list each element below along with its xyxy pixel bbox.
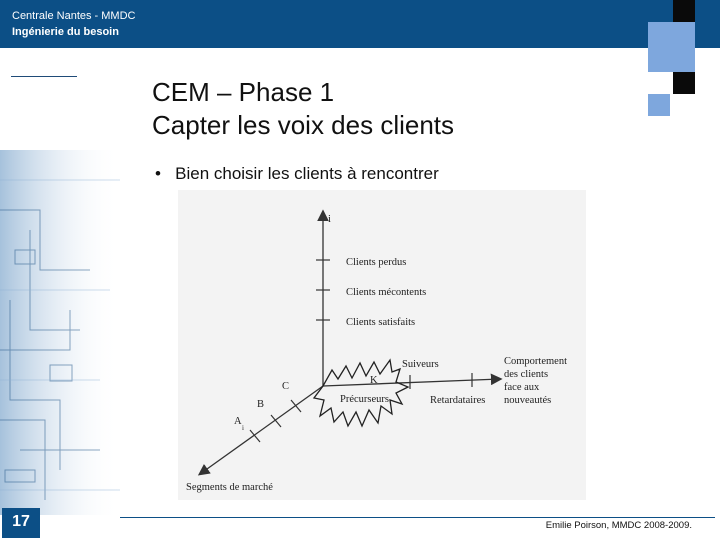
header-band	[0, 0, 695, 48]
header-corner-block	[695, 0, 720, 48]
slide-title-line-1: CEM – Phase 1	[152, 77, 335, 107]
header-subtitle: Ingénierie du besoin	[12, 26, 119, 38]
label-clients-mecontents: Clients mécontents	[346, 287, 427, 298]
bullet-text: Bien choisir les clients à rencontrer	[175, 164, 439, 183]
left-rule	[11, 76, 77, 77]
page-number: 17	[12, 513, 30, 530]
horizontal-axis-label-line-1: Comportement	[504, 356, 567, 367]
label-clients-satisfaits: Clients satisfaits	[346, 317, 416, 328]
bullet-point	[155, 164, 439, 184]
horizontal-axis-label-line-4: nouveautés	[504, 395, 552, 406]
side-circuit-decoration	[0, 150, 120, 515]
bullet-symbol: •	[155, 164, 161, 183]
label-k: K	[370, 375, 378, 386]
footer-credit: Emilie Poirson, MMDC 2008-2009.	[545, 520, 692, 531]
label-a-subscript: i	[242, 424, 244, 432]
horizontal-axis-label-line-3: face aux	[504, 382, 540, 393]
label-clients-perdus: Clients perdus	[346, 257, 407, 268]
customer-segmentation-diagram	[178, 190, 586, 500]
vertical-axis-top-mark: i	[328, 214, 331, 225]
deco-square-black-small	[673, 72, 695, 94]
slide-title-line-2: Capter les voix des clients	[152, 110, 455, 140]
label-segments-de-marche: Segments de marché	[186, 482, 273, 493]
label-b: B	[257, 399, 265, 410]
footer-rule	[120, 517, 715, 518]
precursors-zone	[314, 360, 408, 426]
deco-square-light-blue-small	[648, 94, 670, 116]
deco-square-black	[673, 0, 695, 22]
label-c: C	[282, 381, 290, 392]
label-suiveurs: Suiveurs	[402, 359, 439, 370]
label-precurseurs: Précurseurs	[340, 394, 389, 405]
diagram-canvas	[178, 190, 586, 500]
label-retardataires: Retardataires	[430, 395, 486, 406]
label-a: A	[234, 416, 242, 427]
horizontal-axis-label-line-2: des clients	[504, 369, 549, 380]
deco-square-light-blue	[648, 22, 695, 72]
page-number-box	[2, 508, 40, 538]
diagonal-tick-1	[291, 400, 301, 412]
header-institution: Centrale Nantes - MMDC	[12, 10, 136, 22]
horizontal-axis	[323, 379, 500, 386]
slide-title	[152, 76, 454, 142]
